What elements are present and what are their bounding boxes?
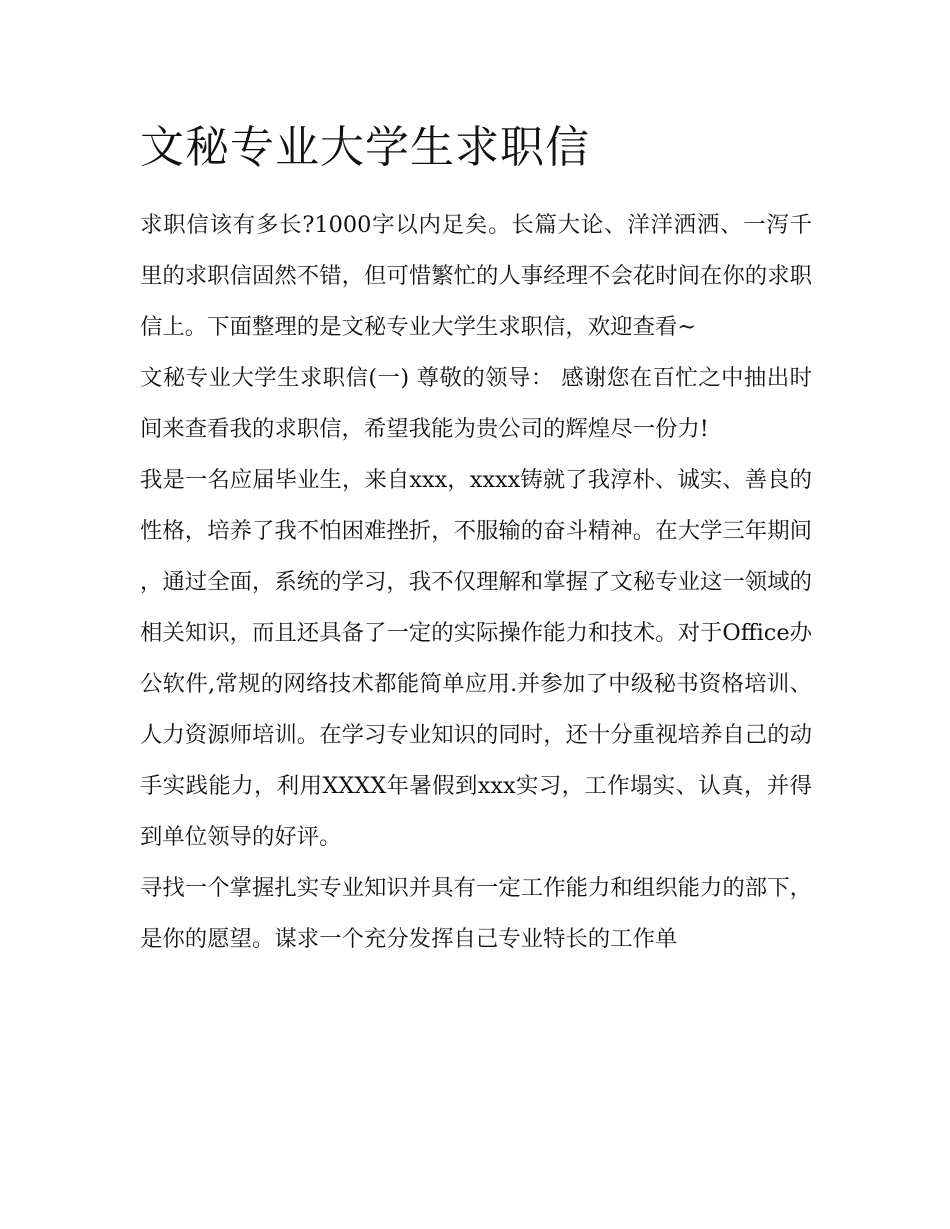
paragraph-background: 我是一名应届毕业生，来自xxx，xxxx铸就了我淳朴、诚实、善良的性格，培养了我不怕困难挫折，不服输的奋斗精神。在大学三年期间，通过全面，系统的学习，我不仅理解和掌握了文秘专业这一领域的相关知识，而且还具备了一定的实际操作能力和技术。对于Office办公软件,常规的网络技术都能简单应用.并参加了中级秘书资格培训、人力资源师培训。在学习专业知识的同时，还十分重视培养自己的动手实践能力，利用XXXX年暑假到xxx实习，工作塌实、认真，并得到单位领导的好评。	[140, 467, 812, 850]
paragraph-closing: 寻找一个掌握扎实专业知识并具有一定工作能力和组织能力的部下，是你的愿望。谋求一个充分发挥自己专业特长的工作单	[140, 875, 812, 952]
document-title: 文秘专业大学生求职信	[140, 122, 590, 173]
document-body	[140, 200, 812, 965]
paragraph-intro: 求职信该有多长?1000字以内足矣。长篇大论、洋洋洒洒、一泻千里的求职信固然不错，但可惜繁忙的人事经理不会花时间在你的求职信上。下面整理的是文秘专业大学生求职信，欢迎查看~	[140, 212, 812, 340]
paragraph-greeting: 文秘专业大学生求职信(一) 尊敬的领导： 感谢您在百忙之中抽出时间来查看我的求职信，希望我能为贵公司的辉煌尽一份力!	[140, 365, 812, 442]
